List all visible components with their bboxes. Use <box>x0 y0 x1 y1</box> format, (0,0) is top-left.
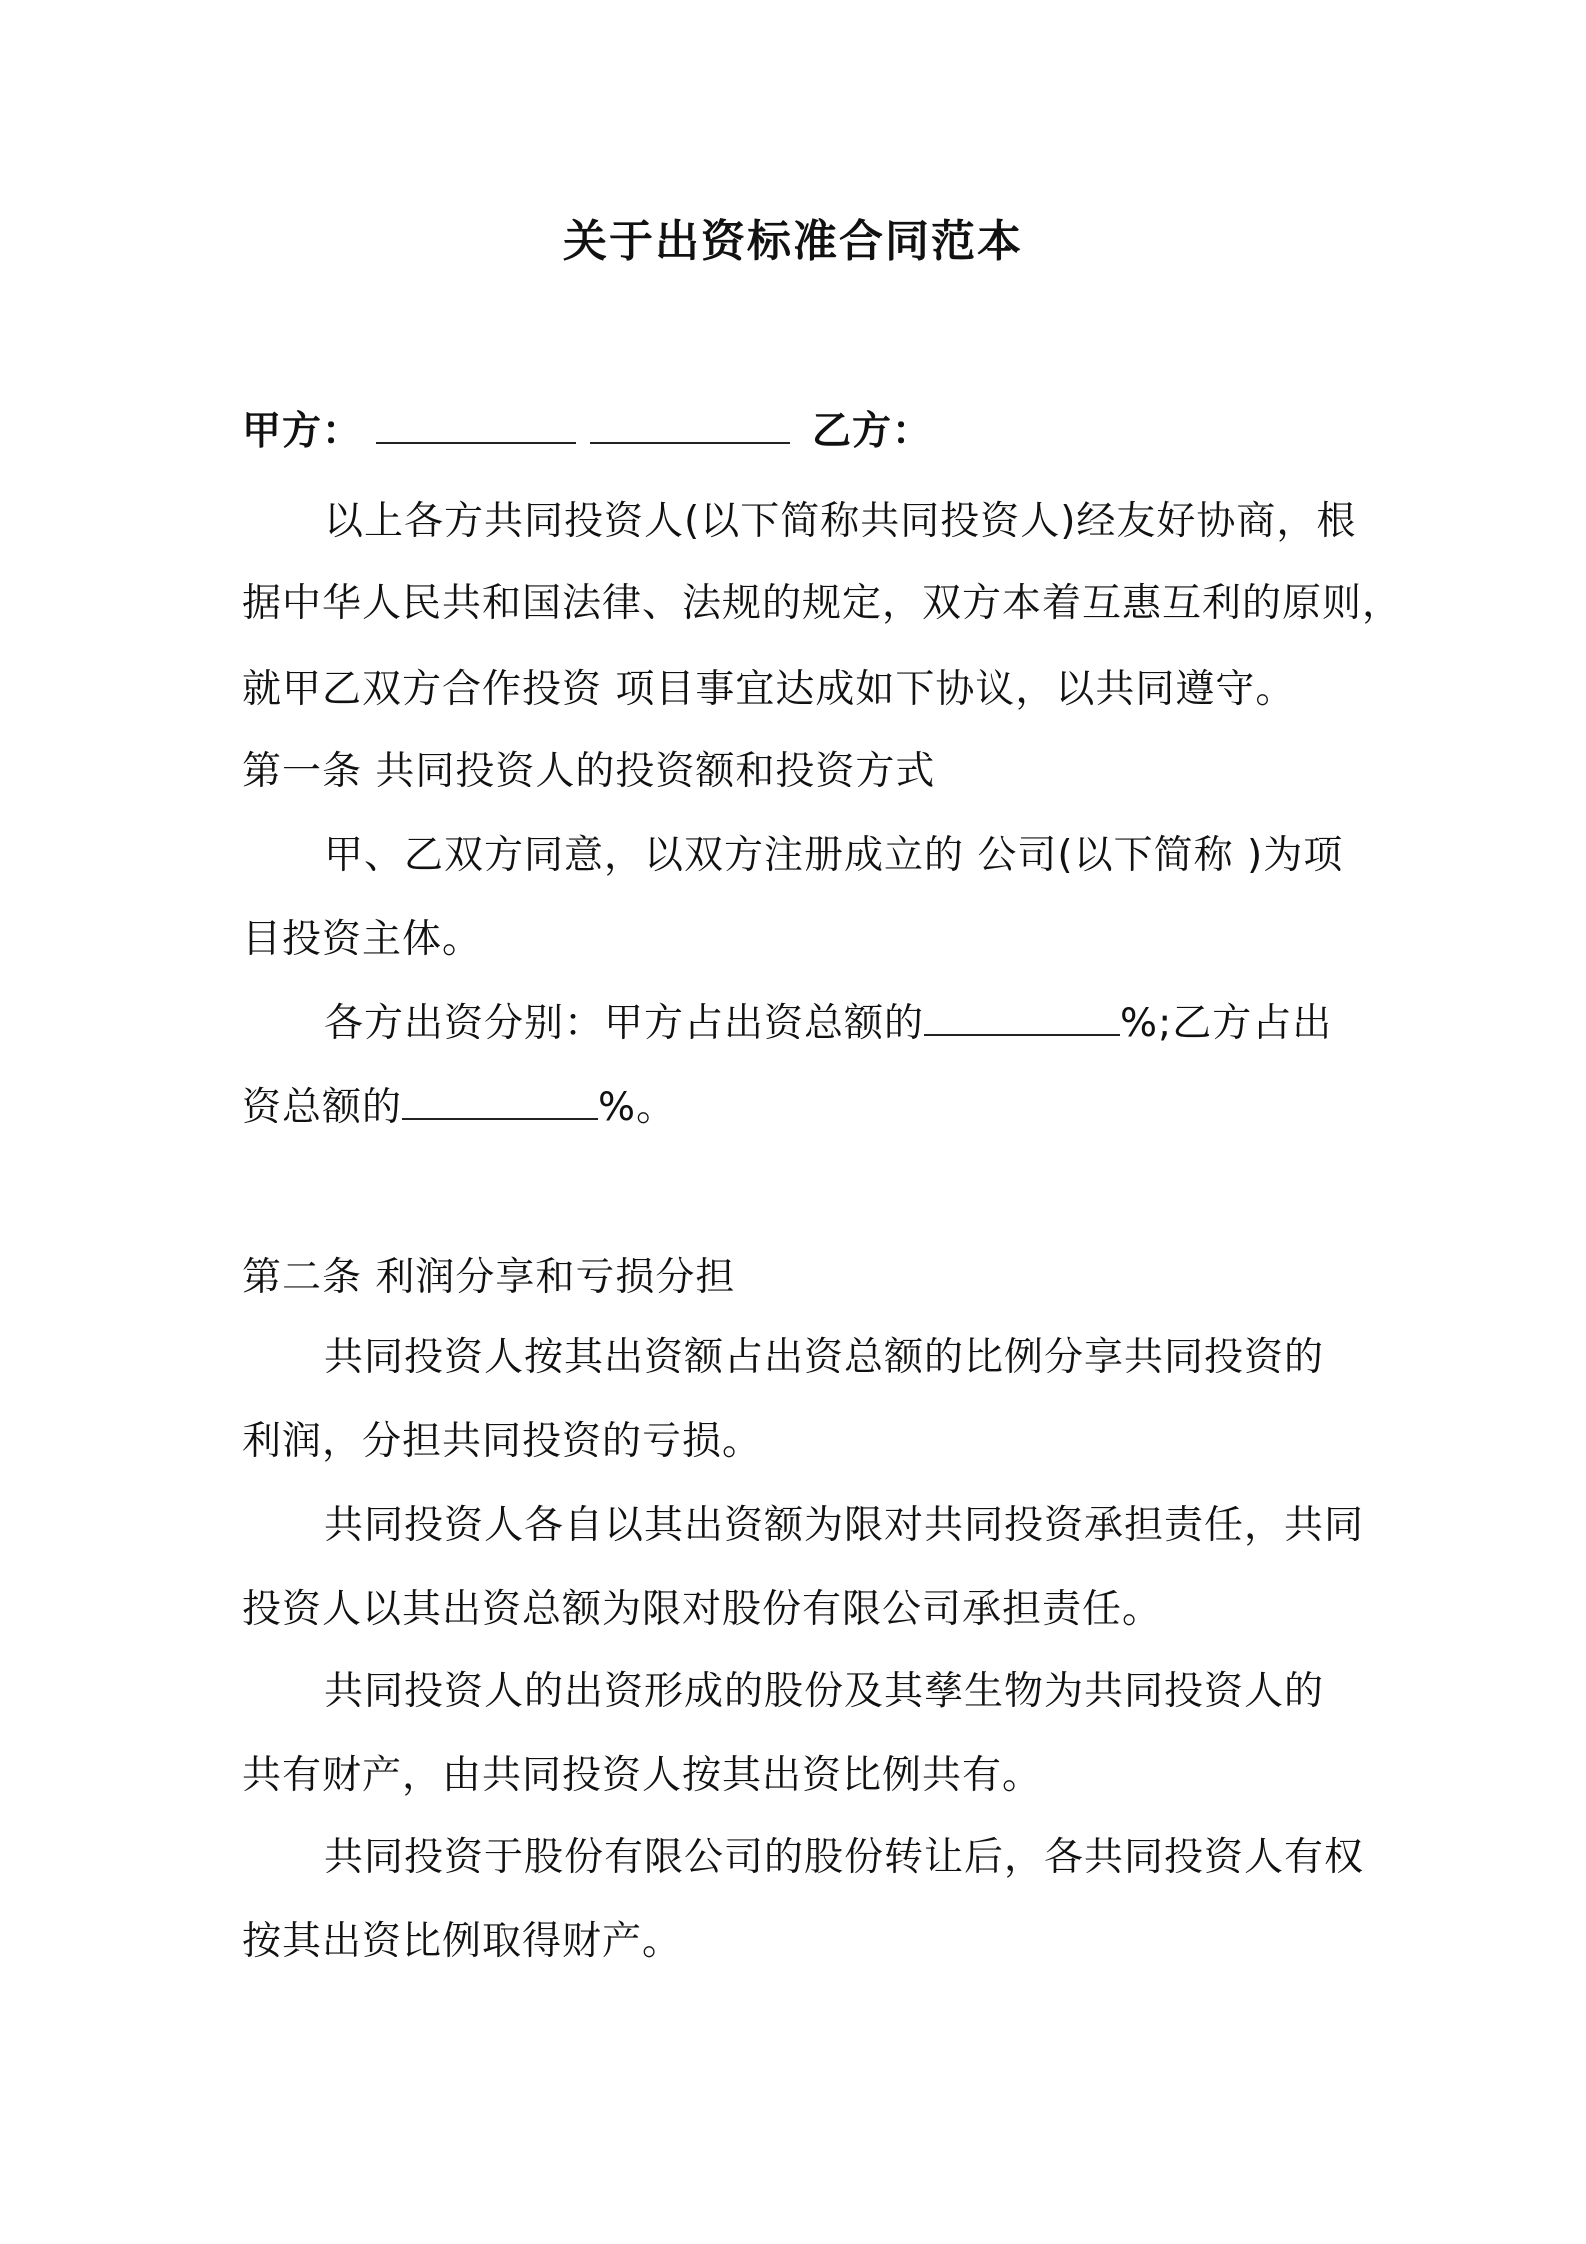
article-2-p3-line-1: 共同投资人的出资形成的股份及其孳生物为共同投资人的 <box>324 1669 1325 1714</box>
article-2-heading: 第二条 利润分享和亏损分担 <box>242 1255 736 1300</box>
contribution-text-d: %。 <box>598 1085 677 1130</box>
preamble-line-3: 就甲乙双方合作投资 项目事宜达成如下协议，以共同遵守。 <box>242 667 1296 712</box>
party-a-percent-blank <box>924 998 1120 1036</box>
party-a-blank <box>376 406 576 444</box>
party-b-percent-blank <box>402 1082 598 1120</box>
article-1-heading: 第一条 共同投资人的投资额和投资方式 <box>242 749 936 794</box>
contribution-text-a: 各方出资分别：甲方占出资总额的 <box>324 1001 925 1046</box>
article-2-p1-line-1: 共同投资人按其出资额占出资总额的比例分享共同投资的 <box>324 1335 1325 1380</box>
contribution-text-b: %;乙方占出 <box>1120 1001 1333 1046</box>
preamble-line-2: 据中华人民共和国法律、法规的规定，双方本着互惠互利的原则， <box>242 581 1403 626</box>
preamble-line-1: 以上各方共同投资人(以下简称共同投资人)经友好协商，根 <box>324 499 1357 544</box>
parties-line <box>242 404 1352 460</box>
article-2-p4-line-1: 共同投资于股份有限公司的股份转让后，各共同投资人有权 <box>324 1835 1365 1880</box>
article-1-p2-line-2 <box>242 1080 1352 1136</box>
article-2-p4-line-2: 按其出资比例取得财产。 <box>242 1919 683 1964</box>
article-2-p2-line-2: 投资人以其出资总额为限对股份有限公司承担责任。 <box>242 1587 1163 1632</box>
document-title: 关于出资标准合同范本 <box>563 216 1023 267</box>
contribution-text-c: 资总额的 <box>242 1085 403 1130</box>
article-1-p1-line-2: 目投资主体。 <box>242 917 483 962</box>
article-2-p2-line-1: 共同投资人各自以其出资额为限对共同投资承担责任，共同 <box>324 1503 1365 1548</box>
party-b-blank <box>590 406 790 444</box>
article-1-p2-line-1 <box>324 996 1352 1052</box>
article-2-p1-line-2: 利润，分担共同投资的亏损。 <box>242 1419 763 1464</box>
article-1-p1-line-1: 甲、乙双方同意，以双方注册成立的 公司(以下简称 )为项 <box>324 833 1344 878</box>
party-a-label: 甲方： <box>242 409 363 454</box>
party-b-label: 乙方： <box>812 409 933 454</box>
article-2-p3-line-2: 共有财产，由共同投资人按其出资比例共有。 <box>242 1753 1043 1798</box>
